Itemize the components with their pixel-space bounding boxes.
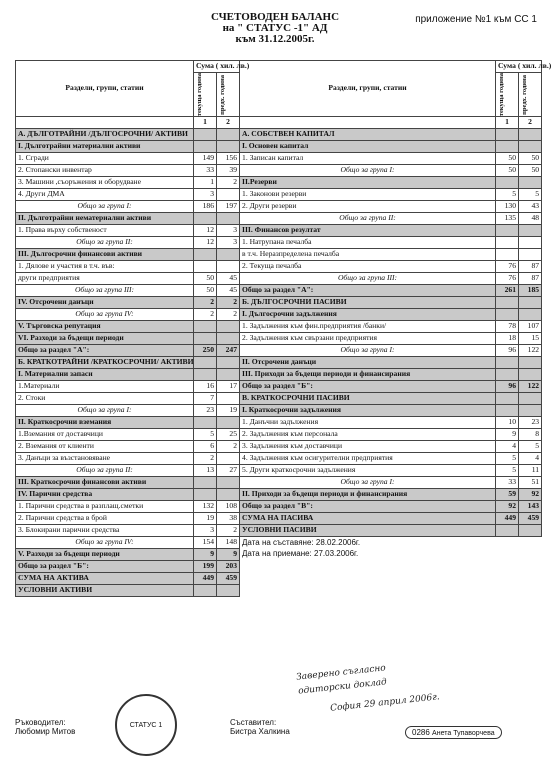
value-previous-left: 9 (217, 549, 240, 561)
row-label-left: А. ДЪЛГОТРАЙНИ /ДЪЛГОСРОЧНИ/ АКТИВИ (16, 129, 194, 141)
value-current-right: 130 (496, 201, 519, 213)
value-current-left: 13 (194, 465, 217, 477)
annex-label: приложение №1 към СС 1 (415, 14, 537, 25)
value-previous-right (519, 357, 542, 369)
row-label-right: 2. Задължения към персонала (240, 429, 496, 441)
row-label-left: 2. Стоки (16, 393, 194, 405)
footer-note: Дата на съставяне: 28.02.2006г. (242, 537, 361, 547)
value-previous-left (217, 249, 240, 261)
value-previous-right (519, 525, 542, 537)
value-current-left: 149 (194, 153, 217, 165)
value-current-right: 18 (496, 333, 519, 345)
row-label-right: Общо за група I: (240, 477, 496, 489)
row-label-left: 3. Блокирани парични средства (16, 525, 194, 537)
value-current-right: 5 (496, 465, 519, 477)
row-label-left: Общо за раздел "А": (16, 345, 194, 357)
row-label-left: Общо за група IV: (16, 537, 194, 549)
value-current-left (194, 321, 217, 333)
value-previous-right: 107 (519, 321, 542, 333)
row-label-left: 1. Парични средства в разплащ.сметки (16, 501, 194, 513)
value-current-left (194, 141, 217, 153)
table-row (16, 417, 542, 429)
row-label-left: V. Търговска репутация (16, 321, 194, 333)
value-current-right: 4 (496, 441, 519, 453)
value-previous-right (519, 249, 542, 261)
row-label-left: 1. Права върху собственост (16, 225, 194, 237)
col-previous-left: предх. година (217, 73, 240, 117)
row-label-right: I. Дългосрочни задължения (240, 309, 496, 321)
value-previous-right: 143 (519, 501, 542, 513)
row-label-left: Общо за група I: (16, 405, 194, 417)
row-label-right: III. Приходи за бъдещи периоди и финансирания (240, 369, 496, 381)
table-row (16, 585, 542, 597)
row-label-left: 2. Стопански инвентар (16, 165, 194, 177)
value-current-right (496, 357, 519, 369)
row-label-right: Общо за група I: (240, 345, 496, 357)
value-current-right: 76 (496, 273, 519, 285)
col-header-amount-left: Сума ( хил. лв.) (194, 61, 240, 73)
table-row (16, 429, 542, 441)
value-current-left: 23 (194, 405, 217, 417)
table-row (16, 525, 542, 537)
value-previous-left: 25 (217, 429, 240, 441)
col-header-amount-right: Сума ( хил. лв.) (496, 61, 542, 73)
value-current-right (496, 405, 519, 417)
row-label-right: II. Отсрочени данъци (240, 357, 496, 369)
value-current-left (194, 213, 217, 225)
value-previous-left (217, 213, 240, 225)
value-current-left: 154 (194, 537, 217, 549)
value-current-left: 199 (194, 561, 217, 573)
value-previous-right (519, 177, 542, 189)
row-label-right: Общо за раздел "В": (240, 501, 496, 513)
value-previous-right: 8 (519, 429, 542, 441)
value-current-right (496, 369, 519, 381)
value-previous-left: 3 (217, 225, 240, 237)
table-row (16, 453, 542, 465)
value-current-left: 12 (194, 237, 217, 249)
value-previous-left: 148 (217, 537, 240, 549)
value-previous-left: 17 (217, 381, 240, 393)
handwritten-note-2: одиторски доклад (297, 677, 388, 697)
value-previous-left (217, 477, 240, 489)
balance-sheet-table (15, 60, 552, 597)
row-label-right: 4. Задължения към осигурителни предприятия (240, 453, 496, 465)
value-current-left: 16 (194, 381, 217, 393)
value-previous-left: 156 (217, 153, 240, 165)
value-previous-right: 11 (519, 465, 542, 477)
table-row (16, 273, 542, 285)
row-label-left: III. Дългосрочни финансови активи (16, 249, 194, 261)
row-label-right: 1. Задължения към фин.предприятия /банки/ (240, 321, 496, 333)
row-label-left: 4. Други ДМА (16, 189, 194, 201)
value-previous-left (217, 321, 240, 333)
value-current-left: 33 (194, 165, 217, 177)
table-row (16, 285, 542, 297)
value-previous-left: 459 (217, 573, 240, 585)
row-label-right: УСЛОВНИ ПАСИВИ (240, 525, 496, 537)
row-label-right: 3. Задължения към доставчици (240, 441, 496, 453)
table-row (16, 537, 542, 549)
table-row (16, 357, 542, 369)
row-label-left: 1.Материали (16, 381, 194, 393)
table-row (16, 441, 542, 453)
value-previous-left (217, 357, 240, 369)
value-current-left: 5 (194, 429, 217, 441)
row-label-right: III. Финансов резултат (240, 225, 496, 237)
row-label-right: Общо за група III: (240, 273, 496, 285)
table-row (16, 309, 542, 321)
table-row (16, 345, 542, 357)
value-previous-right: 185 (519, 285, 542, 297)
value-previous-left (217, 393, 240, 405)
value-previous-right: 122 (519, 345, 542, 357)
table-row (16, 333, 542, 345)
row-label-left: I. Дълготрайни материални активи (16, 141, 194, 153)
value-current-left: 449 (194, 573, 217, 585)
table-row (16, 489, 542, 501)
value-previous-right: 43 (519, 201, 542, 213)
row-label-right: 1. Записан капитал (240, 153, 496, 165)
value-previous-left: 247 (217, 345, 240, 357)
value-previous-left: 2 (217, 177, 240, 189)
value-current-left: 12 (194, 225, 217, 237)
footer-note (240, 585, 542, 597)
value-current-left (194, 489, 217, 501)
value-previous-right (519, 129, 542, 141)
table-row (16, 261, 542, 273)
handwritten-note-1: Заверено съгласно (295, 663, 387, 683)
value-current-right: 449 (496, 513, 519, 525)
value-current-left: 2 (194, 453, 217, 465)
value-current-left (194, 369, 217, 381)
value-previous-left (217, 585, 240, 597)
row-label-left: 1. Дялове и участия в т.ч. във: (16, 261, 194, 273)
value-current-left: 186 (194, 201, 217, 213)
table-row (16, 513, 542, 525)
value-current-right: 10 (496, 417, 519, 429)
value-current-right (496, 393, 519, 405)
table-row (16, 573, 542, 585)
column-number-row: 1 2 1 2 (16, 117, 542, 129)
row-label-left: Общо за група I: (16, 201, 194, 213)
row-label-left: IV. Парични средства (16, 489, 194, 501)
table-row (16, 549, 542, 561)
handwritten-note-3: София 29 април 2006г. (329, 692, 441, 714)
value-previous-right: 50 (519, 153, 542, 165)
value-current-right (496, 129, 519, 141)
row-label-left: 1. Сгради (16, 153, 194, 165)
value-previous-left (217, 453, 240, 465)
value-previous-left (217, 129, 240, 141)
value-current-right (496, 225, 519, 237)
value-previous-left: 45 (217, 285, 240, 297)
row-label-right: 2. Задължения към свързани предприятия (240, 333, 496, 345)
value-current-left (194, 261, 217, 273)
value-current-left (194, 129, 217, 141)
table-row (16, 501, 542, 513)
table-row (16, 141, 542, 153)
value-current-right: 76 (496, 261, 519, 273)
value-current-left: 2 (194, 309, 217, 321)
value-current-left: 250 (194, 345, 217, 357)
value-previous-left (217, 141, 240, 153)
value-current-right: 59 (496, 489, 519, 501)
row-label-right: 2. Други резерви (240, 201, 496, 213)
row-label-left: други предприятия (16, 273, 194, 285)
row-label-right: Общо за раздел "А": (240, 285, 496, 297)
row-label-right: 2. Текуща печалба (240, 261, 496, 273)
value-previous-right: 5 (519, 441, 542, 453)
row-label-right: Общо за раздел "Б": (240, 381, 496, 393)
value-previous-left: 38 (217, 513, 240, 525)
value-previous-right (519, 237, 542, 249)
row-label-left: Общо за група II: (16, 237, 194, 249)
value-previous-left: 19 (217, 405, 240, 417)
value-current-right: 50 (496, 153, 519, 165)
value-previous-right: 15 (519, 333, 542, 345)
value-previous-right (519, 141, 542, 153)
table-row (16, 381, 542, 393)
value-previous-right (519, 225, 542, 237)
table-row (16, 129, 542, 141)
value-current-left (194, 585, 217, 597)
value-previous-left: 108 (217, 501, 240, 513)
value-previous-right: 87 (519, 273, 542, 285)
value-previous-right: 459 (519, 513, 542, 525)
value-current-right: 5 (496, 189, 519, 201)
table-row (16, 393, 542, 405)
value-current-right (496, 309, 519, 321)
value-current-left: 1 (194, 177, 217, 189)
value-current-left (194, 249, 217, 261)
document-title: СЧЕТОВОДЕН БАЛАНС на " СТАТУС -1" АД към 31.12.2005г. (210, 11, 340, 45)
row-label-left: Б. КРАТКОТРАЙНИ /КРАТКОСРОЧНИ/ АКТИВИ (16, 357, 194, 369)
value-current-left: 6 (194, 441, 217, 453)
value-current-right: 50 (496, 165, 519, 177)
row-label-right: I. Краткосрочни задължения (240, 405, 496, 417)
value-previous-left: 2 (217, 297, 240, 309)
value-previous-left (217, 261, 240, 273)
value-previous-left: 27 (217, 465, 240, 477)
row-label-left: 2. Парични средства в брой (16, 513, 194, 525)
value-current-right: 9 (496, 429, 519, 441)
row-label-right: СУМА НА ПАСИВА (240, 513, 496, 525)
table-row (16, 201, 542, 213)
value-previous-right: 87 (519, 261, 542, 273)
row-label-left: 2. Вземания от клиенти (16, 441, 194, 453)
table-row (16, 165, 542, 177)
value-previous-right: 51 (519, 477, 542, 489)
table-row (16, 477, 542, 489)
footer-note (240, 561, 542, 573)
row-label-right: 1. Данъчни задължения (240, 417, 496, 429)
table-row (16, 225, 542, 237)
value-previous-right: 4 (519, 453, 542, 465)
table-row (16, 249, 542, 261)
row-label-left: Общо за група II: (16, 465, 194, 477)
document-header (0, 12, 555, 60)
row-label-right: в т.ч. Неразпределена печалба (240, 249, 496, 261)
value-current-left: 2 (194, 297, 217, 309)
value-previous-left: 2 (217, 309, 240, 321)
auditor-badge: 0286 Анета Тупаворчева (405, 726, 502, 739)
value-current-left: 50 (194, 273, 217, 285)
row-label-right: 1. Законови резерви (240, 189, 496, 201)
table-row (16, 237, 542, 249)
value-current-left: 50 (194, 285, 217, 297)
value-current-left: 3 (194, 189, 217, 201)
footer-note: Дата на приемане: 27.03.2006г. (242, 549, 359, 559)
value-previous-right (519, 309, 542, 321)
table-row (16, 321, 542, 333)
table-row (16, 369, 542, 381)
row-label-left: II. Дълготрайни нематериални активи (16, 213, 194, 225)
table-row (16, 177, 542, 189)
value-previous-left: 197 (217, 201, 240, 213)
value-current-left (194, 333, 217, 345)
value-current-right (496, 297, 519, 309)
row-label-left: УСЛОВНИ АКТИВИ (16, 585, 194, 597)
value-previous-left: 3 (217, 237, 240, 249)
value-current-right: 96 (496, 345, 519, 357)
value-current-left (194, 357, 217, 369)
row-label-left: V. Разходи за бъдещи периоди (16, 549, 194, 561)
value-current-right (496, 237, 519, 249)
row-label-right: 1. Натрупана печалба (240, 237, 496, 249)
col-current-right: текуща година (496, 73, 519, 117)
row-label-right: II.Резерви (240, 177, 496, 189)
value-previous-left: 2 (217, 441, 240, 453)
value-current-right: 261 (496, 285, 519, 297)
value-current-right (496, 249, 519, 261)
value-previous-right (519, 369, 542, 381)
row-label-left: VI. Разходи за бъдещи периоди (16, 333, 194, 345)
value-previous-right (519, 393, 542, 405)
company-stamp: СТАТУС 1 (115, 694, 177, 756)
value-current-right: 5 (496, 453, 519, 465)
row-label-left: I. Материални запаси (16, 369, 194, 381)
preparer-signature: Съставител: Бистра Халкина (230, 718, 290, 736)
col-current-left: текуща година (194, 73, 217, 117)
table-row (16, 465, 542, 477)
value-previous-right: 5 (519, 189, 542, 201)
table-row (16, 153, 542, 165)
value-previous-right: 48 (519, 213, 542, 225)
table-row (16, 213, 542, 225)
value-previous-left: 2 (217, 525, 240, 537)
value-current-right (496, 525, 519, 537)
value-previous-right (519, 297, 542, 309)
value-current-left (194, 477, 217, 489)
row-label-right: А. СОБСТВЕН КАПИТАЛ (240, 129, 496, 141)
row-label-right: 5. Други краткосрочни задължения (240, 465, 496, 477)
value-previous-right: 50 (519, 165, 542, 177)
col-previous-right: предх. година (519, 73, 542, 117)
table-row (16, 561, 542, 573)
value-previous-left (217, 333, 240, 345)
value-current-left (194, 417, 217, 429)
value-previous-right (519, 405, 542, 417)
row-label-left: III. Краткосрочни финансови активи (16, 477, 194, 489)
value-previous-right: 92 (519, 489, 542, 501)
value-previous-left: 203 (217, 561, 240, 573)
table-row (16, 405, 542, 417)
row-label-right: Б. ДЪЛГОСРОЧНИ ПАСИВИ (240, 297, 496, 309)
value-current-right (496, 177, 519, 189)
row-label-left: Общо за група IV: (16, 309, 194, 321)
row-label-left: 3. Данъци за възстановяване (16, 453, 194, 465)
value-current-right: 96 (496, 381, 519, 393)
table-row (16, 297, 542, 309)
row-label-right: II. Приходи за бъдещи периоди и финансирания (240, 489, 496, 501)
value-previous-left: 39 (217, 165, 240, 177)
value-current-right: 33 (496, 477, 519, 489)
row-label-left: 3. Машини ,съоръжения и оборудване (16, 177, 194, 189)
value-previous-left: 45 (217, 273, 240, 285)
row-label-right: Общо за група II: (240, 213, 496, 225)
row-label-right: Общо за група I: (240, 165, 496, 177)
row-label-left: IV. Отсрочени данъци (16, 297, 194, 309)
value-current-left: 132 (194, 501, 217, 513)
col-header-left: Раздели, групи, статии (16, 61, 194, 117)
value-current-right: 92 (496, 501, 519, 513)
value-current-left: 19 (194, 513, 217, 525)
value-previous-left (217, 417, 240, 429)
value-current-left: 3 (194, 525, 217, 537)
value-current-right (496, 141, 519, 153)
col-header-right: Раздели, групи, статии (240, 61, 496, 117)
value-current-right: 135 (496, 213, 519, 225)
row-label-left: Общо за раздел "Б": (16, 561, 194, 573)
value-current-left: 7 (194, 393, 217, 405)
table-row (16, 189, 542, 201)
header-row (16, 61, 542, 73)
footer-note (240, 573, 542, 585)
row-label-right: I. Основен капитал (240, 141, 496, 153)
value-previous-left (217, 489, 240, 501)
manager-signature: Ръководител: Любомир Митов (15, 718, 76, 736)
value-previous-left (217, 369, 240, 381)
value-previous-left (217, 189, 240, 201)
value-current-right: 78 (496, 321, 519, 333)
row-label-left: СУМА НА АКТИВА (16, 573, 194, 585)
row-label-left: II. Краткосрочни вземания (16, 417, 194, 429)
row-label-left: Общо за група III: (16, 285, 194, 297)
value-current-left: 9 (194, 549, 217, 561)
row-label-right: В. КРАТКОСРОЧНИ ПАСИВИ (240, 393, 496, 405)
value-previous-right: 23 (519, 417, 542, 429)
row-label-left: 1.Вземания от доставчици (16, 429, 194, 441)
value-previous-right: 122 (519, 381, 542, 393)
